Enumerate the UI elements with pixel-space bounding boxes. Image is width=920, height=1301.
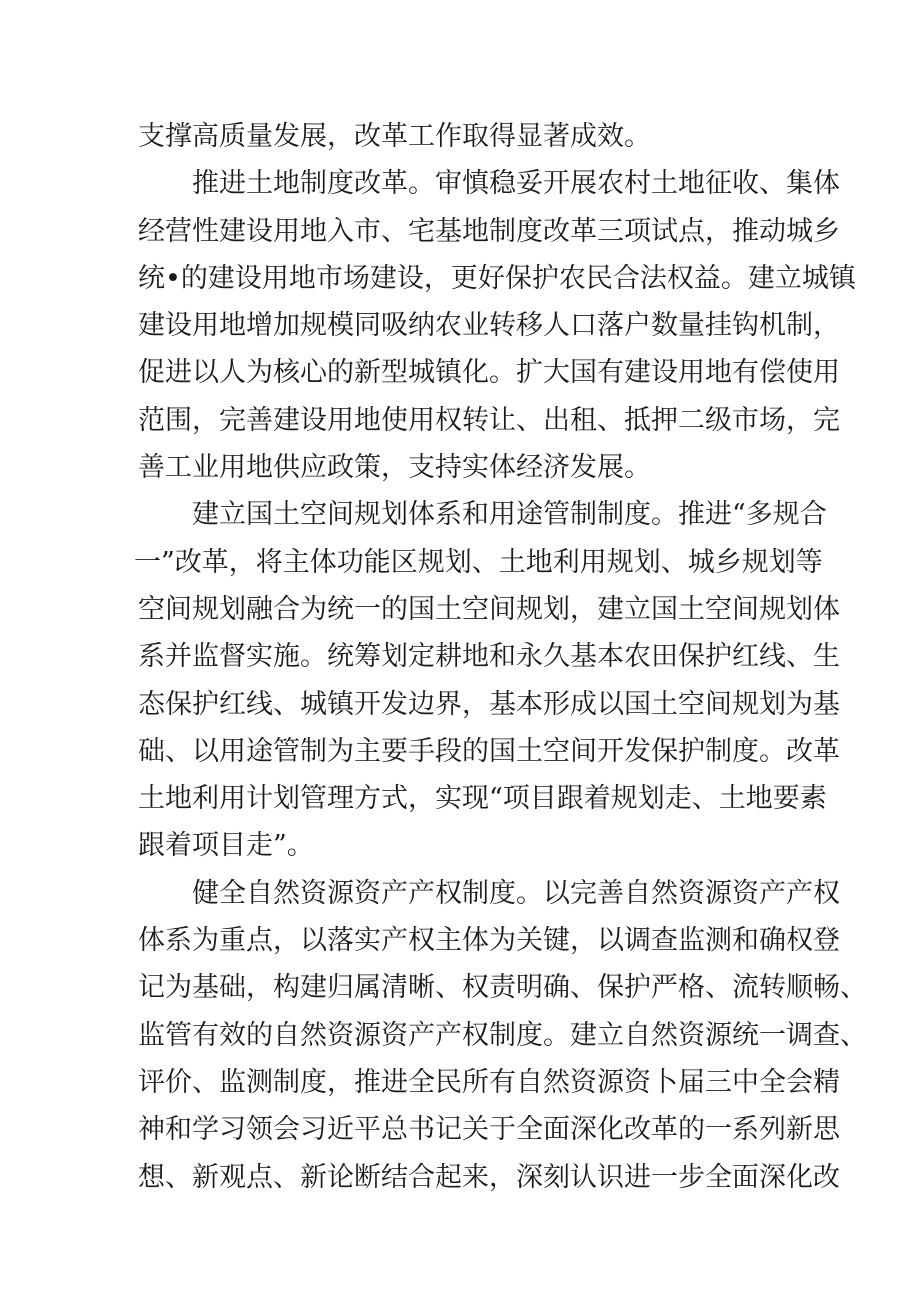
text-line: 跟着项目走”。 — [138, 830, 314, 862]
text-line: 空间规划融合为统一的国土空间规划，建立国土空间规划体 — [138, 593, 840, 625]
text-line: 善工业用地供应政策，支持实体经济发展。 — [138, 452, 651, 484]
text-line: 支撑高质量发展，改革工作取得显著成效。 — [138, 121, 651, 152]
paragraph-start-line: 建立国土空间规划体系和用途管制制度。推进“多规合 — [192, 499, 827, 531]
text-line: 范围，完善建设用地使用权转让、出租、抵押二级市场，完 — [138, 404, 840, 436]
text-line: 建设用地增加规模同吸纳农业转移人口落户数量挂钩机制， — [138, 310, 840, 342]
text-line: 础、以用途管制为主要手段的国土空间开发保护制度。改革 — [138, 735, 840, 767]
text-line: 神和学习领会习近平总书记关于全面深化改革的一系列新思 — [138, 1114, 840, 1146]
paragraph-start-line: 健全自然资源资产产权制度。以完善自然资源资产产权 — [192, 877, 840, 909]
text-line: 统•的建设用地市场建设，更好保护农民合法权益。建立城镇 — [138, 262, 856, 294]
text-line: 体系为重点，以落实产权主体为关键，以调查监测和确权登 — [138, 925, 840, 957]
text-line: 监管有效的自然资源资产产权制度。建立自然资源统一调查、 — [138, 1019, 867, 1051]
text-line: 想、新观点、新论断结合起来，深刻认识进一步全面深化改 — [138, 1161, 840, 1193]
text-line: 土地利用计划管理方式，实现“项目跟着规划走、土地要素 — [138, 783, 827, 815]
text-line: 经营性建设用地入市、宅基地制度改革三项试点，推动城乡 — [138, 215, 840, 247]
text-line: 评价、监测制度，推进全民所有自然资源资卜届三中全会精 — [138, 1066, 840, 1098]
text-line: 系并监督实施。统筹划定耕地和永久基本农田保护红线、生 — [138, 641, 840, 673]
text-line: 态保护红线、城镇开发边界，基本形成以国土空间规划为基 — [138, 688, 840, 720]
text-line: 记为基础，构建归属清晰、权责明确、保护严格、流转顺畅、 — [138, 972, 867, 1004]
body-text — [134, 113, 867, 1201]
text-line: 一”改革，将主体功能区规划、土地利用规划、城乡规划等 — [134, 546, 823, 578]
text-line: 促进以人为核心的新型城镇化。扩大国有建设用地有偿使用 — [138, 357, 840, 389]
paragraph-start-line: 推进土地制度改革。审慎稳妥开展农村土地征收、集体 — [192, 168, 840, 200]
